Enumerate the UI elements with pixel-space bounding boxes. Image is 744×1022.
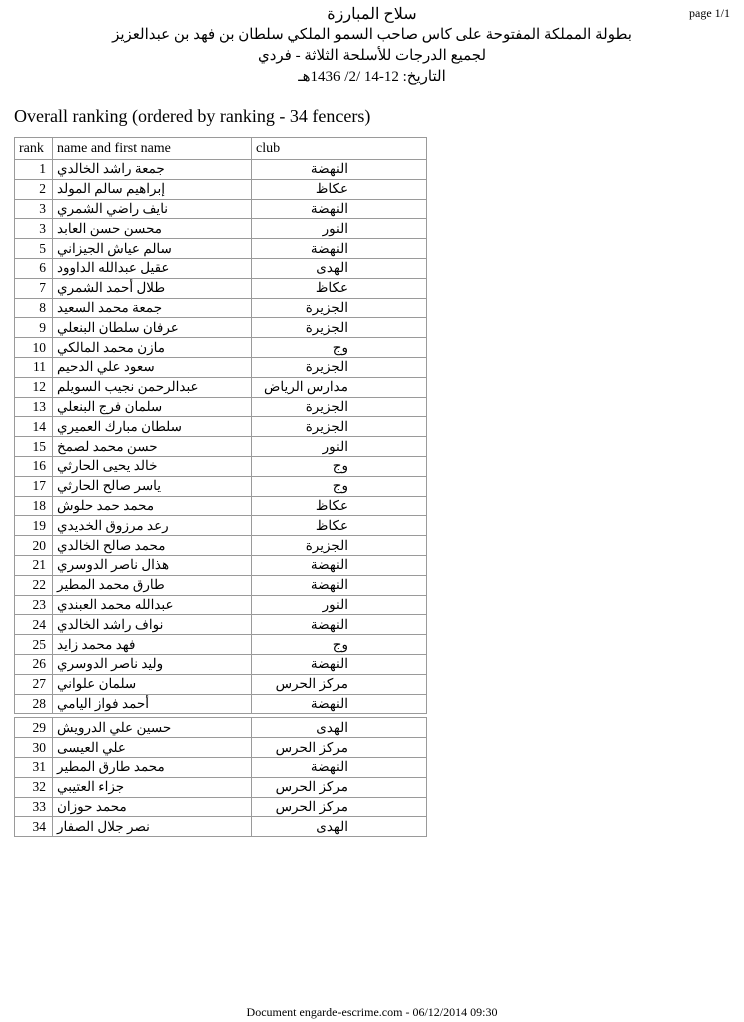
rank-cell: 15 xyxy=(15,437,53,457)
club-cell: وج xyxy=(252,635,427,655)
name-cell: عبدالرحمن نجيب السويلم xyxy=(53,377,252,397)
rank-cell: 13 xyxy=(15,397,53,417)
club-cell: مركز الحرس xyxy=(252,674,427,694)
name-cell: حسين علي الدرويش xyxy=(53,718,252,738)
rank-cell: 5 xyxy=(15,239,53,259)
rank-cell: 14 xyxy=(15,417,53,437)
club-column-header: club xyxy=(252,138,427,160)
club-cell: مركز الحرس xyxy=(252,738,427,758)
name-cell: جمعة راشد الخالدي xyxy=(53,160,252,180)
name-cell: سعود علي الدحيم xyxy=(53,357,252,377)
name-cell: نصر جلال الصفار xyxy=(53,817,252,837)
rank-cell: 17 xyxy=(15,476,53,496)
club-cell: الجزيرة xyxy=(252,397,427,417)
rank-cell: 18 xyxy=(15,496,53,516)
club-cell: الجزيرة xyxy=(252,536,427,556)
name-cell: طارق محمد المطير xyxy=(53,575,252,595)
club-cell: النهضة xyxy=(252,239,427,259)
rank-cell: 20 xyxy=(15,536,53,556)
club-cell: الجزيرة xyxy=(252,318,427,338)
table-row xyxy=(15,377,427,397)
table-row xyxy=(15,357,427,377)
name-cell: مازن محمد المالكي xyxy=(53,338,252,358)
rank-cell: 2 xyxy=(15,179,53,199)
club-cell: عكاظ xyxy=(252,496,427,516)
name-cell: علي العيسى xyxy=(53,738,252,758)
rank-cell: 27 xyxy=(15,674,53,694)
club-cell: الهدى xyxy=(252,258,427,278)
rank-cell: 31 xyxy=(15,757,53,777)
header-date-line: التاريخ: 12-14 /2/ 1436هـ xyxy=(298,69,446,85)
table-row xyxy=(15,536,427,556)
table-row xyxy=(15,476,427,496)
club-cell: النهضة xyxy=(252,654,427,674)
name-cell: عرفان سلطان البنعلي xyxy=(53,318,252,338)
header-championship-line: بطولة المملكة المفتوحة على كاس صاحب السمو الملكي سلطان بن فهد بن عبدالعزيز xyxy=(112,27,632,43)
table-row xyxy=(15,199,427,219)
club-cell: النهضة xyxy=(252,160,427,180)
rank-cell: 10 xyxy=(15,338,53,358)
name-cell: سلمان علواني xyxy=(53,674,252,694)
club-cell: الهدى xyxy=(252,817,427,837)
name-cell: محسن حسن العابد xyxy=(53,219,252,239)
club-cell: النور xyxy=(252,437,427,457)
table-row xyxy=(15,757,427,777)
rank-cell: 33 xyxy=(15,797,53,817)
name-cell: محمد حوزان xyxy=(53,797,252,817)
rank-cell: 32 xyxy=(15,777,53,797)
rank-cell: 25 xyxy=(15,635,53,655)
name-cell: خالد يحيى الحارثي xyxy=(53,456,252,476)
table-row xyxy=(15,437,427,457)
name-cell: محمد صالح الخالدي xyxy=(53,536,252,556)
club-cell: عكاظ xyxy=(252,179,427,199)
rank-cell: 16 xyxy=(15,456,53,476)
rank-cell: 34 xyxy=(15,817,53,837)
club-cell: وج xyxy=(252,338,427,358)
table-row xyxy=(15,516,427,536)
name-cell: إبراهيم سالم المولد xyxy=(53,179,252,199)
document-header xyxy=(0,4,744,88)
club-cell: النهضة xyxy=(252,555,427,575)
ranking-table xyxy=(14,137,427,837)
name-cell: سلمان فرج البنعلي xyxy=(53,397,252,417)
table-row xyxy=(15,575,427,595)
rank-cell: 30 xyxy=(15,738,53,758)
club-cell: النهضة xyxy=(252,575,427,595)
name-cell: وليد ناصر الدوسري xyxy=(53,654,252,674)
table-row xyxy=(15,635,427,655)
rank-cell: 12 xyxy=(15,377,53,397)
table-row xyxy=(15,654,427,674)
club-cell: النهضة xyxy=(252,757,427,777)
document-footer: Document engarde-escrime.com - 06/12/2014 09:30 xyxy=(246,1005,498,1019)
table-row xyxy=(15,694,427,714)
club-cell: الهدى xyxy=(252,718,427,738)
club-cell: الجزيرة xyxy=(252,417,427,437)
rank-cell: 22 xyxy=(15,575,53,595)
header-weapon-line: سلاح المبارزة xyxy=(327,6,417,23)
table-row xyxy=(15,738,427,758)
rank-cell: 19 xyxy=(15,516,53,536)
club-cell: النهضة xyxy=(252,199,427,219)
rank-cell: 6 xyxy=(15,258,53,278)
name-cell: رعد مرزوق الخديدي xyxy=(53,516,252,536)
table-row xyxy=(15,298,427,318)
table-row xyxy=(15,817,427,837)
club-cell: النور xyxy=(252,595,427,615)
table-row xyxy=(15,797,427,817)
name-cell: نايف راضي الشمري xyxy=(53,199,252,219)
name-cell: جزاء العتيبي xyxy=(53,777,252,797)
table-row xyxy=(15,718,427,738)
club-cell: النهضة xyxy=(252,694,427,714)
table-row xyxy=(15,595,427,615)
name-cell: نواف راشد الخالدي xyxy=(53,615,252,635)
rank-cell: 3 xyxy=(15,199,53,219)
table-row xyxy=(15,239,427,259)
name-cell: عقيل عبدالله الداوود xyxy=(53,258,252,278)
table-row xyxy=(15,674,427,694)
club-cell: وج xyxy=(252,456,427,476)
table-header-row xyxy=(15,138,427,160)
rank-cell: 1 xyxy=(15,160,53,180)
club-cell: النهضة xyxy=(252,615,427,635)
table-row xyxy=(15,397,427,417)
table-row xyxy=(15,417,427,437)
club-cell: مركز الحرس xyxy=(252,797,427,817)
table-row xyxy=(15,496,427,516)
club-cell: مركز الحرس xyxy=(252,777,427,797)
club-cell: الجزيرة xyxy=(252,357,427,377)
name-cell: جمعة محمد السعيد xyxy=(53,298,252,318)
club-cell: عكاظ xyxy=(252,278,427,298)
rank-cell: 21 xyxy=(15,555,53,575)
table-row xyxy=(15,179,427,199)
club-cell: النور xyxy=(252,219,427,239)
rank-cell: 9 xyxy=(15,318,53,338)
name-cell: فهد محمد زايد xyxy=(53,635,252,655)
name-cell: أحمد فواز اليامي xyxy=(53,694,252,714)
table-row xyxy=(15,258,427,278)
table-row xyxy=(15,160,427,180)
table-row xyxy=(15,777,427,797)
name-cell: عبدالله محمد العبندي xyxy=(53,595,252,615)
table-row xyxy=(15,456,427,476)
club-cell: عكاظ xyxy=(252,516,427,536)
table-row xyxy=(15,555,427,575)
table-row xyxy=(15,278,427,298)
rank-cell: 3 xyxy=(15,219,53,239)
table-row xyxy=(15,219,427,239)
rank-cell: 28 xyxy=(15,694,53,714)
rank-cell: 11 xyxy=(15,357,53,377)
name-cell: سلطان مبارك العميري xyxy=(53,417,252,437)
name-cell: محمد حمد حلوش xyxy=(53,496,252,516)
rank-column-header: rank xyxy=(15,138,53,160)
name-cell: طلال أحمد الشمري xyxy=(53,278,252,298)
rank-cell: 23 xyxy=(15,595,53,615)
club-cell: الجزيرة xyxy=(252,298,427,318)
name-cell: محمد طارق المطير xyxy=(53,757,252,777)
club-cell: مدارس الرياض xyxy=(252,377,427,397)
rank-cell: 26 xyxy=(15,654,53,674)
name-cell: سالم عياش الجيزاني xyxy=(53,239,252,259)
rank-cell: 7 xyxy=(15,278,53,298)
name-cell: حسن محمد لصمخ xyxy=(53,437,252,457)
page-number: page 1/1 xyxy=(689,6,730,20)
club-cell: وج xyxy=(252,476,427,496)
table-row xyxy=(15,615,427,635)
rank-cell: 8 xyxy=(15,298,53,318)
rank-cell: 24 xyxy=(15,615,53,635)
name-cell: ياسر صالح الحارثي xyxy=(53,476,252,496)
ranking-title: Overall ranking (ordered by ranking - 34 fencers) xyxy=(14,106,371,126)
table-row xyxy=(15,318,427,338)
rank-cell: 29 xyxy=(15,718,53,738)
table-row xyxy=(15,338,427,358)
name-column-header: name and first name xyxy=(53,138,252,160)
header-category-line: لجميع الدرجات للأسلحة الثلاثة - فردي xyxy=(257,48,487,64)
name-cell: هذال ناصر الدوسري xyxy=(53,555,252,575)
